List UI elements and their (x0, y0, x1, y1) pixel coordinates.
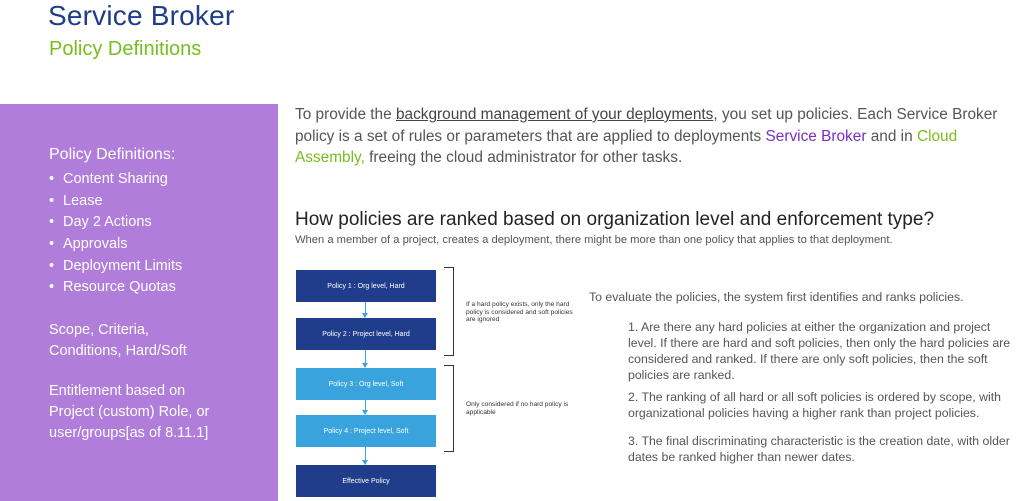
policy-2-box: Policy 2 : Project level, Hard (296, 318, 436, 350)
soft-policies-bracket (444, 365, 454, 452)
ranking-subheading: When a member of a project, creates a deployment, there might be more than one policy that applies to that deployment. (295, 234, 893, 246)
policy-definitions-list (49, 169, 182, 299)
scope-line: Conditions, Hard/Soft (49, 343, 187, 359)
list-item-label: Content Sharing (63, 171, 168, 187)
list-item-label: Resource Quotas (63, 279, 176, 296)
intro-text: and in (866, 127, 917, 145)
cloud-assembly-highlight: Cloud Assembly, (295, 127, 958, 166)
list-item (49, 234, 182, 256)
bullet-icon: • (49, 279, 55, 296)
list-item (49, 256, 182, 278)
entitlement-text (49, 381, 209, 444)
ranking-heading: How policies are ranked based on organization level and enforcement type? (295, 209, 935, 230)
effective-policy-box: Effective Policy (296, 465, 436, 497)
bullet-icon: • (49, 171, 55, 187)
list-item-label: Lease (63, 192, 103, 209)
sidebar-heading: Policy Definitions: (49, 146, 176, 163)
intro-text: freeing the cloud administrator for other tasks. (364, 149, 683, 166)
policy-1-box: Policy 1 : Org level, Hard (296, 270, 436, 302)
list-item-label: Approvals (63, 236, 128, 253)
evaluation-point-1: 1. Are there any hard policies at either the organization and project level. If there are hard and soft policies, then only the hard policies are considered and ranked. If there are only soft policies, then the soft policies are ranked. (628, 320, 1011, 382)
intro-text: , you set up policies. Each Service Broker policy is a set of rules or parameters that are applied to deployments (295, 106, 998, 145)
list-item-label: Deployment Limits (63, 257, 183, 274)
policy-3-box: Policy 3 : Org level, Soft (296, 368, 436, 400)
arrow-connector (365, 447, 366, 461)
hard-policy-note: If a hard policy exists, only the hard policy is considered and soft policies are ignored (466, 301, 573, 323)
list-item (49, 169, 182, 191)
evaluation-intro: To evaluate the policies, the system first identifies and ranks policies. (589, 290, 964, 304)
intro-text: To provide the (295, 106, 396, 123)
background-management-link[interactable]: background management of your deployments (395, 106, 714, 123)
slide-title: Service Broker (48, 0, 235, 31)
bullet-icon: • (49, 214, 55, 231)
list-item (49, 277, 182, 299)
list-item-label: Day 2 Actions (63, 214, 152, 231)
entitlement-line: user/groups[as of 8.11.1] (49, 425, 209, 441)
intro-paragraph (295, 104, 1015, 169)
service-broker-highlight: Service Broker (765, 127, 867, 145)
policy-4-box: Policy 4 : Project level, Soft (296, 415, 436, 447)
slide-subtitle: Policy Definitions (49, 38, 202, 60)
evaluation-point-2: 2. The ranking of all hard or all soft policies is ordered by scope, with organizational policies having a higher rank than project policies. (628, 390, 1001, 420)
sidebar-panel (0, 104, 278, 501)
bullet-icon: • (49, 257, 55, 274)
hard-policies-bracket (444, 267, 454, 356)
bullet-icon: • (49, 192, 55, 209)
scope-criteria-text (49, 320, 187, 362)
list-item (49, 212, 182, 234)
bullet-icon: • (49, 236, 55, 253)
arrow-connector (365, 350, 366, 364)
list-item (49, 191, 182, 213)
entitlement-line: Entitlement based on (49, 383, 186, 399)
evaluation-point-3: 3. The final discriminating characteristic is the creation date, with older dates be ranked higher than newer dates. (628, 434, 1010, 464)
entitlement-line: Project (custom) Role, or (49, 404, 210, 420)
soft-policy-note: Only considered if no hard policy is applicable (466, 401, 569, 416)
scope-line: Scope, Criteria, (49, 322, 149, 338)
